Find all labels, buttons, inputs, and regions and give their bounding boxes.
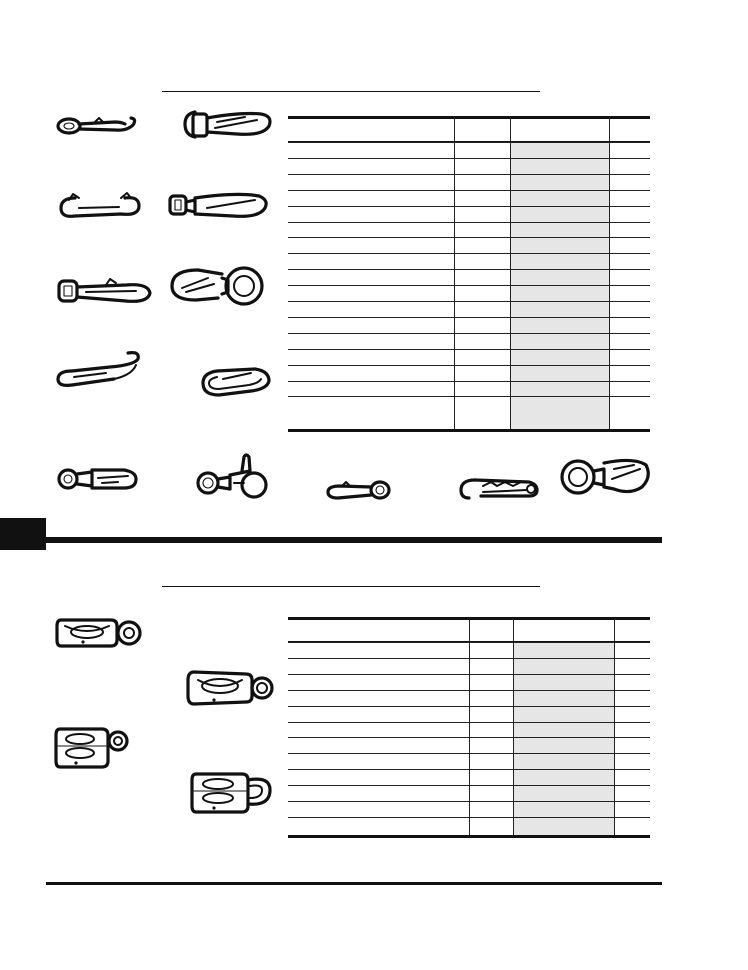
swivel-trigger-snap-icon bbox=[194, 453, 280, 497]
pulleys-table-bottom-rule bbox=[288, 835, 650, 838]
table-row bbox=[288, 285, 650, 286]
small-bolt-snap-icon bbox=[324, 478, 392, 502]
bolt-snap-icon bbox=[55, 113, 140, 141]
table-row bbox=[288, 222, 650, 223]
single-swivel-pulley-icon bbox=[53, 614, 143, 652]
pulleys-table-col-divider bbox=[469, 617, 470, 836]
snaps-title-rule bbox=[162, 91, 540, 92]
table-row bbox=[288, 142, 650, 143]
single-fixed-pulley-icon bbox=[184, 666, 276, 708]
fixed-eye-bolt-snap-icon bbox=[56, 275, 154, 307]
swivel-round-eye-snap-icon bbox=[168, 262, 272, 308]
table-row bbox=[288, 349, 650, 350]
table-row bbox=[288, 190, 650, 191]
spring-link-icon bbox=[199, 365, 273, 399]
swivel-bolt-snap-icon bbox=[56, 464, 140, 494]
table-row bbox=[288, 237, 650, 238]
snaps-table bbox=[288, 116, 650, 433]
table-row bbox=[288, 174, 650, 175]
swivel-eye-bolt-snap-icon bbox=[181, 108, 275, 142]
double-end-bolt-snap-icon bbox=[57, 190, 143, 222]
gate-snap-icon bbox=[457, 472, 541, 502]
round-eye-boat-snap-icon bbox=[558, 455, 654, 497]
table-row bbox=[288, 365, 650, 366]
table-row bbox=[288, 333, 650, 334]
snaps-table-col-divider bbox=[454, 116, 455, 430]
snaps-table-top-rule bbox=[288, 116, 650, 119]
table-row bbox=[288, 206, 650, 207]
pulleys-table-col-divider bbox=[513, 617, 514, 836]
snaps-table-bottom-rule bbox=[288, 429, 650, 432]
table-row bbox=[288, 253, 650, 254]
pulleys-table-col-divider bbox=[614, 617, 615, 836]
pulleys-table-shaded-column bbox=[513, 642, 614, 836]
double-fixed-pulley-icon bbox=[188, 766, 274, 816]
pulleys-table bbox=[288, 617, 650, 839]
snaps-table-col-divider bbox=[609, 116, 610, 430]
double-swivel-pulley-icon bbox=[52, 723, 130, 771]
table-row bbox=[288, 158, 650, 159]
table-row bbox=[288, 381, 650, 382]
section-tab-marker bbox=[0, 518, 46, 550]
table-row bbox=[288, 301, 650, 302]
table-row bbox=[288, 396, 650, 397]
trigger-snap-icon bbox=[54, 349, 144, 391]
swivel-eye-snap-icon bbox=[167, 190, 271, 222]
section-divider bbox=[46, 537, 662, 543]
table-row bbox=[288, 269, 650, 270]
footer-rule bbox=[46, 882, 662, 885]
pulleys-title-rule bbox=[162, 586, 540, 587]
table-row bbox=[288, 317, 650, 318]
snaps-table-col-divider bbox=[510, 116, 511, 430]
